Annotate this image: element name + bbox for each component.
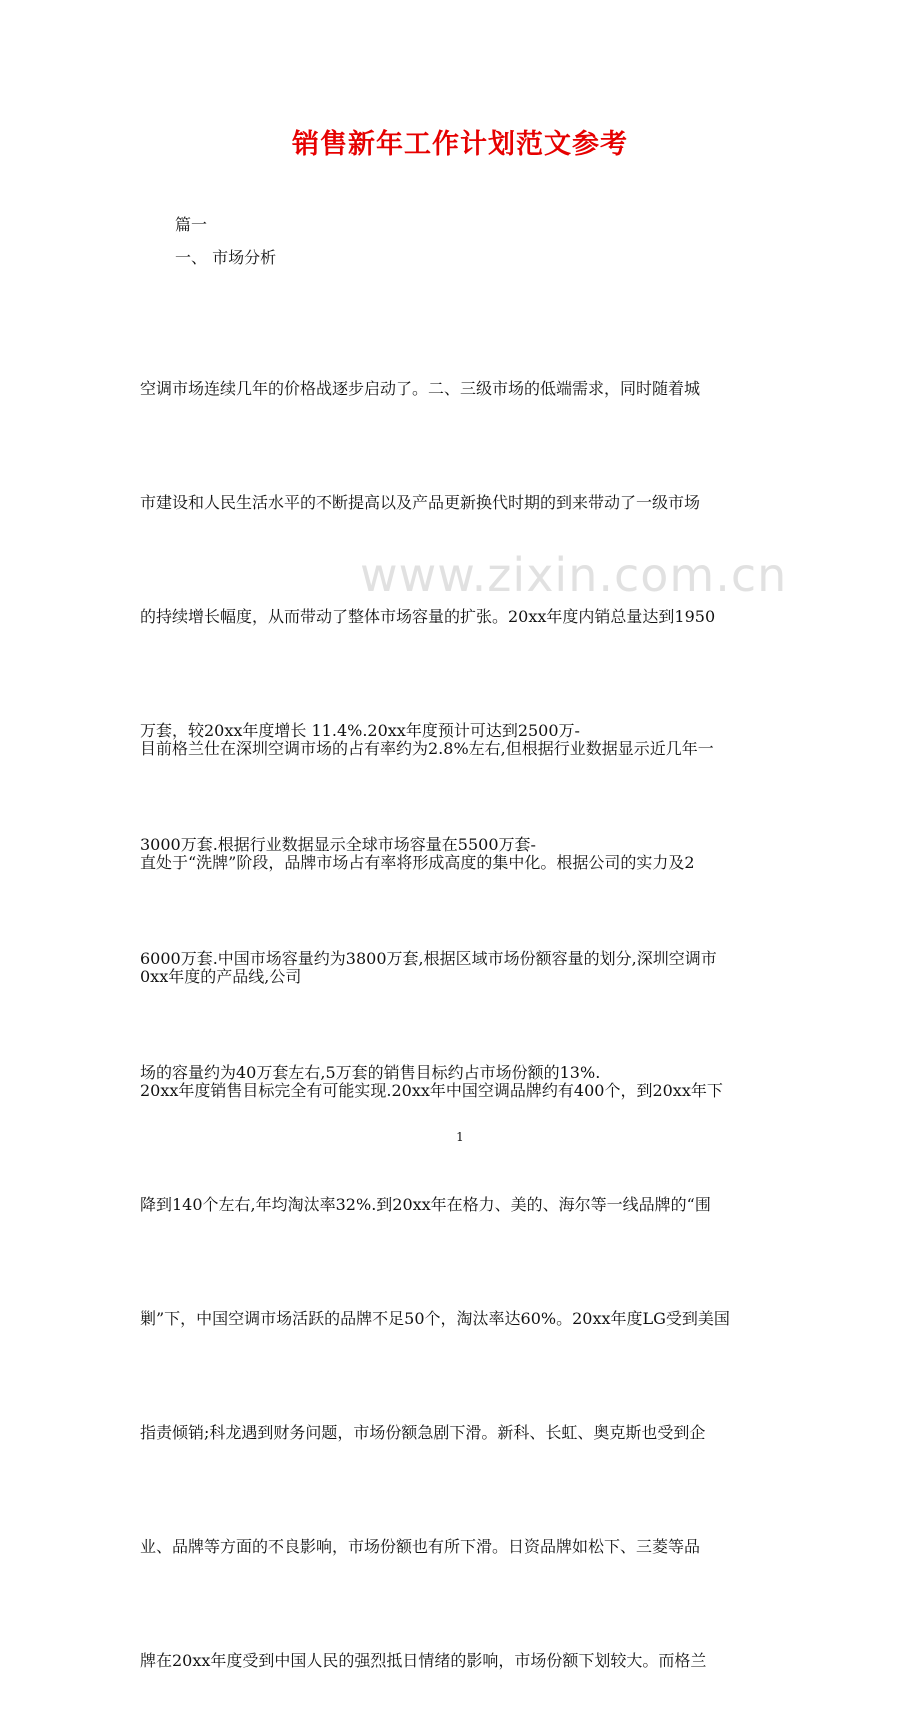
document-title: 销售新年工作计划范文参考 bbox=[292, 129, 628, 160]
paragraph-line: 剿”下，中国空调市场活跃的品牌不足50个，淘汰率达60%。20xx年度LG受到美国 bbox=[140, 1309, 730, 1328]
section-heading: 一、 市场分析 bbox=[175, 248, 277, 267]
section-label: 篇一 bbox=[175, 215, 208, 234]
paragraph-line: 万套，较20xx年度增长 11.4%.20xx年度预计可达到2500万- bbox=[140, 721, 580, 740]
paragraph-line: 指责倾销;科龙遇到财务问题，市场份额急剧下滑。新科、长虹、奥克斯也受到企 bbox=[140, 1423, 706, 1442]
paragraph-line: 场的容量约为40万套左右,5万套的销售目标约占市场份额的13%. bbox=[140, 1063, 601, 1082]
paragraph-line: 降到140个左右,年均淘汰率32%.到20xx年在格力、美的、海尔等一线品牌的“围 bbox=[140, 1195, 711, 1214]
paragraph-line: 6000万套.中国市场容量约为3800万套,根据区域市场份额容量的划分,深圳空调市 bbox=[140, 949, 717, 968]
paragraph-line: 3000万套.根据行业数据显示全球市场容量在5500万套- bbox=[140, 835, 536, 854]
paragraph-market-share bbox=[140, 654, 788, 1718]
paragraph-line: 直处于“洗牌”阶段，品牌市场占有率将形成高度的集中化。根据公司的实力及2 bbox=[140, 853, 695, 872]
paragraph-line: 业、品牌等方面的不良影响，市场份额也有所下滑。日资品牌如松下、三菱等品 bbox=[140, 1537, 701, 1556]
paragraph-line: 市建设和人民生活水平的不断提高以及产品更新换代时期的到来带动了一级市场 bbox=[140, 493, 701, 512]
paragraph-line: 空调市场连续几年的价格战逐步启动了。二、三级市场的低端需求，同时随着城 bbox=[140, 379, 701, 398]
paragraph-line: 目前格兰仕在深圳空调市场的占有率约为2.8%左右,但根据行业数据显示近几年一 bbox=[140, 739, 714, 758]
paragraph-line: 的持续增长幅度，从而带动了整体市场容量的扩张。20xx年度内销总量达到1950 bbox=[140, 607, 716, 626]
watermark: www.zixin.com.cn bbox=[360, 548, 788, 602]
page-number: 1 bbox=[456, 1130, 464, 1144]
paragraph-line: 牌在20xx年度受到中国人民的强烈抵日情绪的影响，市场份额下划较大。而格兰 bbox=[140, 1651, 707, 1670]
paragraph-line: 20xx年度销售目标完全有可能实现.20xx年中国空调品牌约有400个，到20xx年下 bbox=[140, 1081, 723, 1100]
paragraph-line: 0xx年度的产品线,公司 bbox=[140, 967, 302, 986]
